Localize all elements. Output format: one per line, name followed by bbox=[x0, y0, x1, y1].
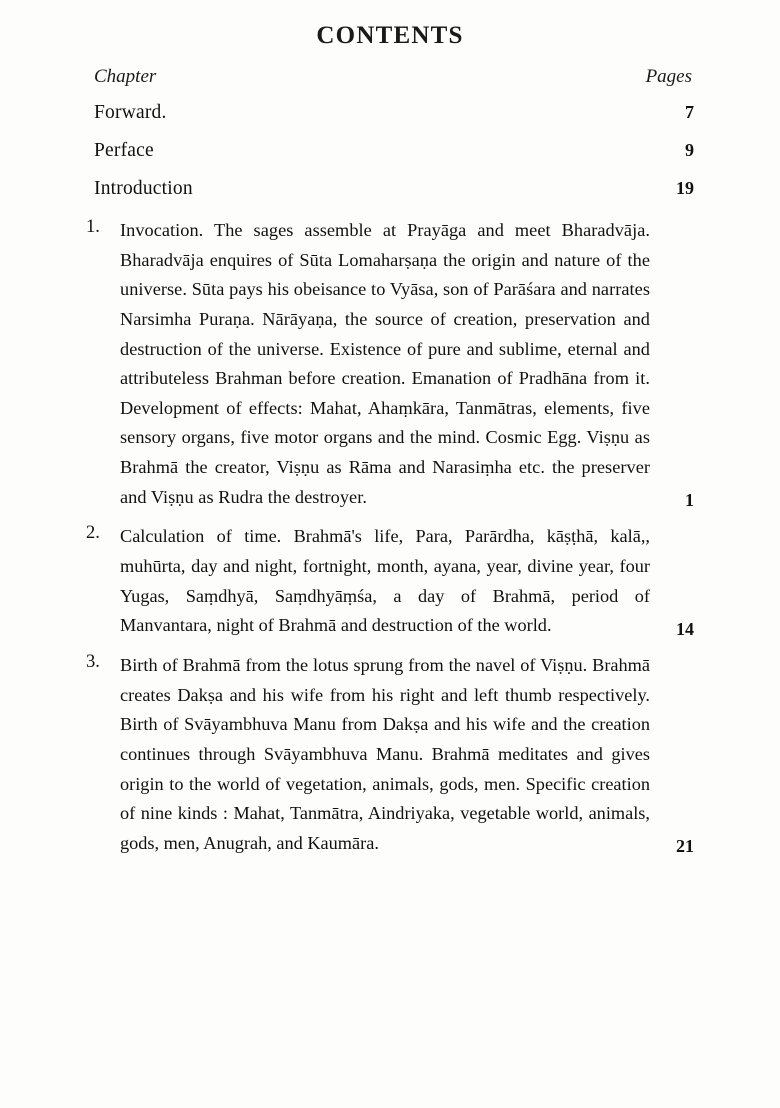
front-matter-label: Forward. bbox=[94, 102, 167, 123]
toc-entry[interactable] bbox=[86, 216, 694, 512]
toc-entry[interactable] bbox=[86, 522, 694, 641]
toc-entry-page-number: 1 bbox=[685, 490, 694, 511]
front-matter-row-introduction[interactable] bbox=[86, 178, 694, 200]
toc-entry-number: 3. bbox=[86, 651, 100, 672]
toc-entry-text: Calculation of time. Brahmā's life, Para, Parārdha, kāṣṭhā, kalā,, muhūrta, day and night, fortnight, month, ayana, year, divine year, four Yugas, Saṃdhyā, Saṃdhyāṃśa, a day of Brahmā, period of Manvantara, night of Brahmā and destruction of the world. bbox=[120, 526, 650, 636]
toc-entry-text: Birth of Brahmā from the lotus sprung from the navel of Viṣṇu. Brahmā creates Dakṣa and his wife from his right and left thumb respectively. Birth of Svāyambhuva Manu from Dakṣa and his wife and the creation continues through Svāyambhuva Manu. Brahmā meditates and gives origin to the world of vegetation, animals, gods, men. Specific creation of nine kinds : Mahat, Tanmātra, Aindriyaka, vegetable world, animals, gods, men, Anugrah, and Kaumāra. bbox=[120, 654, 650, 853]
toc-entry-number: 2. bbox=[86, 523, 100, 544]
front-matter-row-forward[interactable] bbox=[86, 102, 694, 124]
front-matter-row-perface[interactable] bbox=[86, 140, 694, 162]
toc-entry[interactable] bbox=[86, 651, 694, 858]
column-headers bbox=[86, 66, 694, 88]
column-header-pages: Pages bbox=[645, 66, 692, 87]
front-matter-page-number: 7 bbox=[685, 102, 694, 122]
front-matter-label: Perface bbox=[94, 140, 154, 161]
column-header-chapter: Chapter bbox=[94, 66, 157, 87]
front-matter-label: Introduction bbox=[94, 178, 193, 199]
toc-entry-page-number: 21 bbox=[676, 836, 694, 857]
toc-entry-text: Invocation. The sages assemble at Prayāga and meet Bharadvāja. Bharadvāja enquires of Sūta Lomaharṣaṇa the origin and nature of the universe. Sūta pays his obeisance to Vyāsa, son of Parāśara and narrates Narsimha Puraṇa. Nārāyaṇa, the source of creation, preservation and destruction of the universe. Existence of pure and sublime, eternal and attributeless Brahman before creation. Emanation of Pradhāna from it. Development of effects: Mahat, Ahaṃkāra, Tanmātras, elements, five sensory organs, five motor organs and the mind. Cosmic Egg. Viṣṇu as Brahmā the creator, Viṣṇu as Rāma and Narasiṃha etc. the preserver and Viṣṇu as Rudra the destroyer. bbox=[120, 220, 650, 507]
front-matter-page-number: 9 bbox=[685, 140, 694, 160]
page-title: CONTENTS bbox=[316, 22, 464, 49]
toc-entry-page-number: 14 bbox=[676, 618, 694, 639]
toc-entry-number: 1. bbox=[86, 217, 100, 237]
front-matter-page-number: 19 bbox=[676, 178, 694, 198]
